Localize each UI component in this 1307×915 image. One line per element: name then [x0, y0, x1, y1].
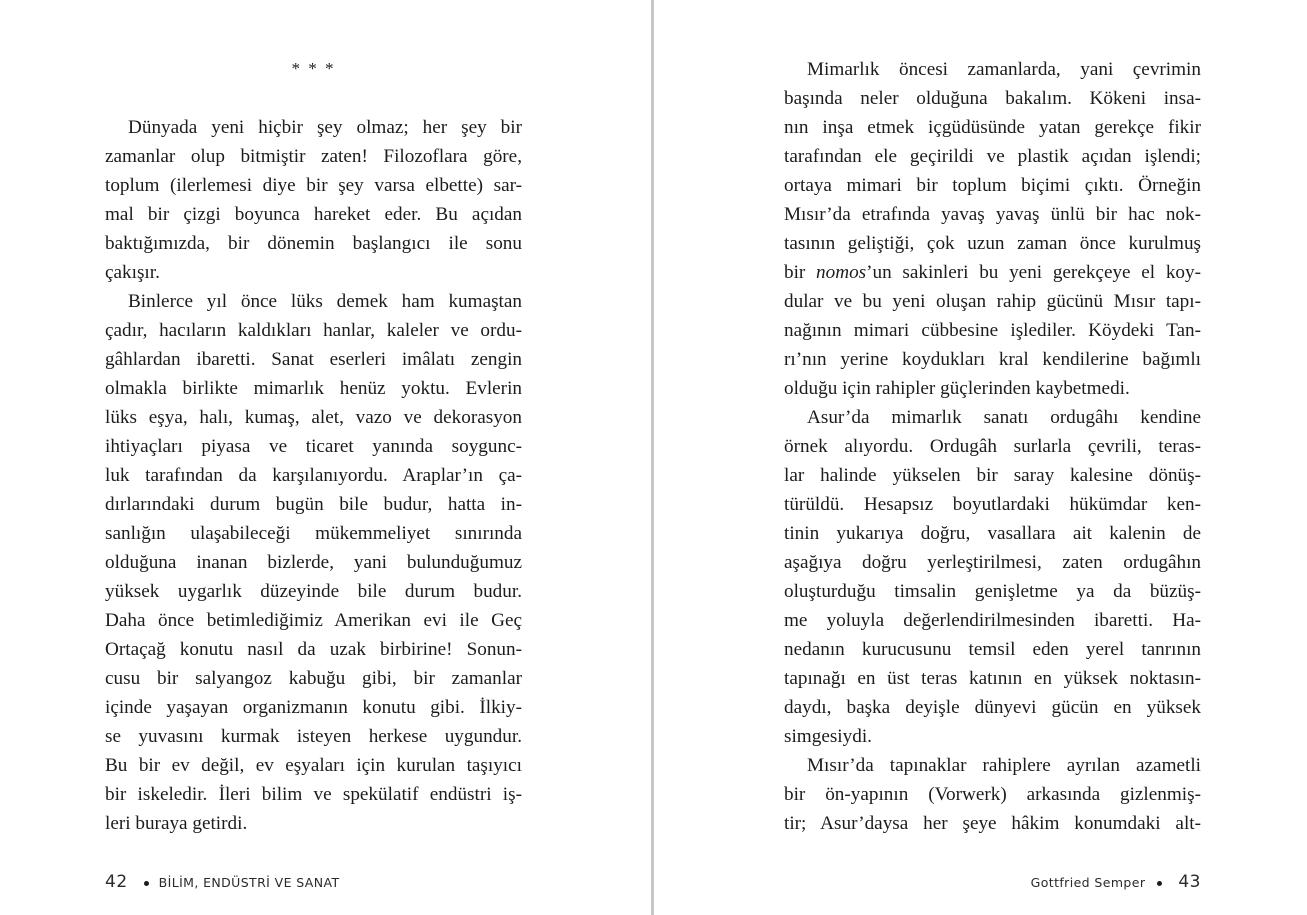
text-line: tarafından ele geçirildi ve plastik açıdan işlendi;	[784, 146, 1201, 167]
text-line: aşağıya doğru yerleştirilmesi, zaten ordugâhın	[784, 552, 1201, 573]
text-line: zamanlar olup bitmiştir zaten! Filozoflara göre,	[105, 146, 522, 167]
text-line: toplum (ilerlemesi diye bir şey varsa elbette) sar-	[105, 175, 522, 196]
paragraph	[105, 113, 522, 287]
bullet-separator-icon	[1157, 881, 1162, 886]
right-page-footer	[1031, 872, 1201, 892]
text-line: Binlerce yıl önce lüks demek ham kumaştan	[128, 291, 522, 312]
text-line: tapınağı en üst teras katının en yüksek noktasın-	[784, 668, 1201, 689]
text-line: Mısır’da tapınaklar rahiplere ayrılan azametli	[807, 755, 1201, 776]
text-line: yüksek uygarlık düzeyinde bile durum budur.	[105, 581, 522, 602]
text-line: Daha önce betimlediğimiz Amerikan evi ile Geç	[105, 610, 522, 631]
text-line: ihtiyaçları piyasa ve ticaret yanında soygunc-	[105, 436, 522, 457]
text-line: lüks eşya, halı, kumaş, alet, vazo ve dekorasyon	[105, 407, 522, 428]
text-line: gâhlardan ibaretti. Sanat eserleri imâlatı zengin	[105, 349, 522, 370]
text-line: bir iskeledir. İleri bilim ve spekülatif endüstri iş-	[105, 784, 522, 805]
text-line: nağının mimari cübbesine işlediler. Köydeki Tan-	[784, 320, 1201, 341]
text-line: dular ve bu yeni oluşan rahip gücünü Mısır tapı-	[784, 291, 1201, 312]
text-line: çakışır.	[105, 262, 160, 283]
right-page	[654, 0, 1307, 915]
text-line: Mısır’da etrafında yavaş yavaş ünlü bir hac nok-	[784, 204, 1201, 225]
text-line: tir; Asur’daysa her şeye hâkim konumdaki alt-	[784, 813, 1201, 834]
bullet-separator-icon	[144, 881, 149, 886]
text-line: sanlığın ulaşabileceği mükemmeliyet sınırında	[105, 523, 522, 544]
text-line: içinde yaşayan organizmanın konutu gibi. İlkiy-	[105, 697, 522, 718]
text-line: tinin yukarıya doğru, vasallara ait kalenin de	[784, 523, 1201, 544]
page-number: 42	[105, 872, 128, 892]
text-line: ortaya mimari bir toplum biçimi çıktı. Örneğin	[784, 175, 1201, 196]
text-line: baktığımızda, bir dönemin başlangıcı ile sonu	[105, 233, 522, 254]
text-line: nın inşa etmek içgüdüsünde yatan gerekçe fikir	[784, 117, 1201, 138]
paragraph	[105, 287, 522, 838]
paragraph	[784, 403, 1201, 751]
text-line: Bu bir ev değil, ev eşyaları için kurulan taşıyıcı	[105, 755, 522, 776]
page-number: 43	[1178, 872, 1201, 892]
running-head-author: Gottfried Semper	[1030, 875, 1146, 890]
text-line: se yuvasını kurmak isteyen herkese uygundur.	[105, 726, 522, 747]
text-line: başında neler olduğuna bakalım. Kökeni insa-	[784, 88, 1201, 109]
text-line: Asur’da mimarlık sanatı ordugâhı kendine	[807, 407, 1201, 428]
text-line: Dünyada yeni hiçbir şey olmaz; her şey bir	[128, 117, 522, 138]
right-page-body	[784, 55, 1201, 838]
text-line: dırlarındaki durum bugün bile budur, hatta in-	[105, 494, 522, 515]
text-line: örnek alıyordu. Ordugâh surlarla çevrili, teras-	[784, 436, 1201, 457]
text-line: Ortaçağ konutu nasıl da uzak birbirine! Sonun-	[105, 639, 522, 660]
text-line: rı’nın yerine koydukları kral kendilerine bağımlı	[784, 349, 1201, 370]
left-page	[0, 0, 651, 915]
italic-term: nomos	[816, 262, 867, 283]
text-line: cusu bir salyangoz kabuğu gibi, bir zamanlar	[105, 668, 522, 689]
text-line: leri buraya getirdi.	[105, 813, 248, 834]
text-line: bir ön-yapının (Vorwerk) arkasında gizlenmiş-	[784, 784, 1201, 805]
text-line: çadır, hacıların kaldıkları hanlar, kaleler ve ordu-	[105, 320, 522, 341]
left-page-body	[105, 113, 522, 838]
text-line: tasının geliştiği, çok uzun zaman önce kurulmuş	[784, 233, 1201, 254]
text-line: olduğu için rahipler güçlerinden kaybetmedi.	[784, 378, 1130, 399]
text-line: simgesiydi.	[784, 726, 872, 747]
text-line: bir nomos’un sakinleri bu yeni gerekçeye el koy-	[784, 262, 1201, 283]
section-break: * * *	[291, 59, 336, 78]
left-page-footer	[105, 872, 340, 892]
text-line: nedanın kurucusunu temsil eden yerel tanrının	[784, 639, 1201, 660]
text-line: luk tarafından da karşılanıyordu. Araplar’ın ça-	[105, 465, 522, 486]
text-line: me yoluyla değerlendirilmesinden ibaretti. Ha-	[784, 610, 1201, 631]
text-line: Mimarlık öncesi zamanlarda, yani çevrimin	[807, 59, 1201, 80]
running-head-book-title: BİLİM, ENDÜSTRİ VE SANAT	[158, 875, 340, 890]
text-line: olduğuna inanan bizlerde, yani bulunduğumuz	[105, 552, 522, 573]
text-line: olmakla birlikte mimarlık henüz yoktu. Evlerin	[105, 378, 522, 399]
text-line: türüldü. Hesapsız boyutlardaki hükümdar ken-	[784, 494, 1201, 515]
paragraph	[784, 751, 1201, 838]
paragraph	[784, 55, 1201, 403]
text-line: oluşturduğu timsalin genişletme ya da büzüş-	[784, 581, 1201, 602]
text-line: daydı, başka deyişle dünyevi gücün en yüksek	[784, 697, 1201, 718]
text-line: lar halinde yükselen bir saray kalesine dönüş-	[784, 465, 1201, 486]
text-line: mal bir çizgi boyunca hareket eder. Bu açıdan	[105, 204, 522, 225]
